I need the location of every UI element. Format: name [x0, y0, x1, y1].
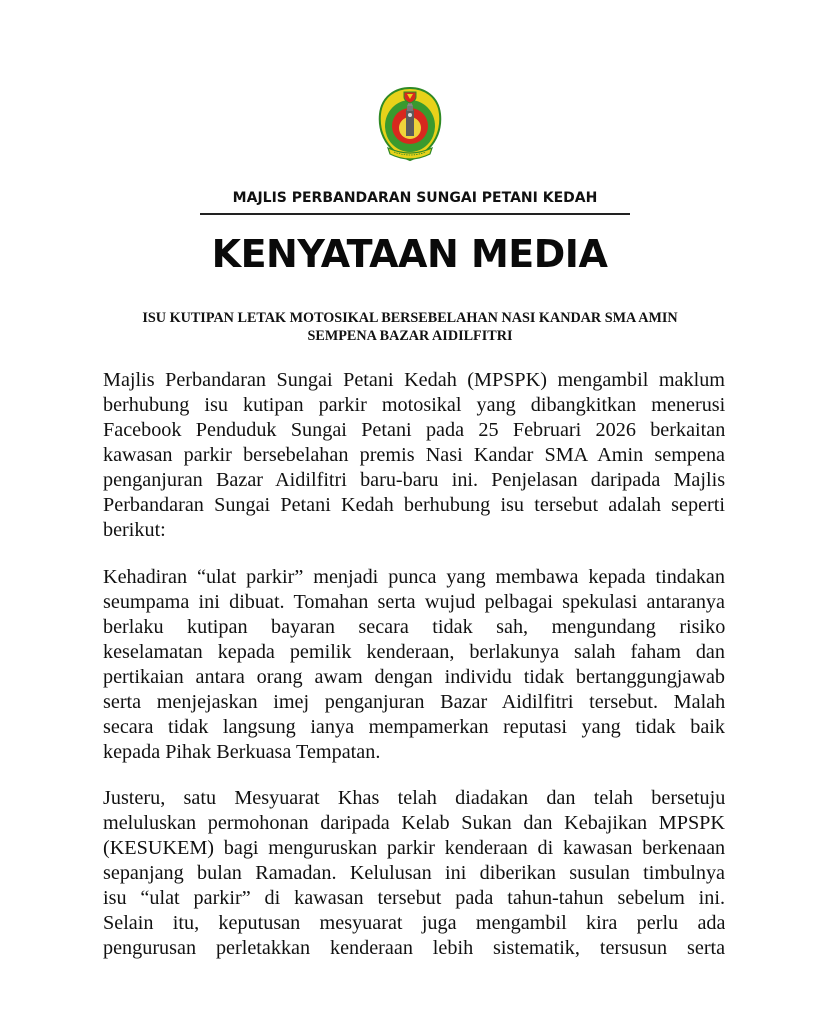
subject-line: SEMPENA BAZAR AIDILFITRI	[307, 328, 513, 344]
paragraph-line: pertikaian antara orang awam dengan individu tidak bertanggungjawab	[103, 666, 725, 688]
header-underline-divider	[200, 213, 630, 215]
paragraph-line: kawasan parkir bersebelahan premis Nasi Kandar SMA Amin sempena	[103, 444, 725, 466]
document-title: KENYATAAN MEDIA	[211, 232, 608, 276]
paragraph-line: berikut:	[103, 519, 166, 541]
body-paragraph-3	[103, 786, 725, 961]
paragraph-line: sepanjang bulan Ramadan. Kelulusan ini diberikan susulan timbulnya	[103, 862, 725, 884]
council-crest-logo	[376, 84, 444, 164]
organization-name: MAJLIS PERBANDARAN SUNGAI PETANI KEDAH	[232, 190, 598, 206]
paragraph-line: Justeru, satu Mesyuarat Khas telah diadakan dan telah bersetuju	[103, 787, 725, 809]
paragraph-line: isu “ulat parkir” di kawasan tersebut pada tahun-tahun sebelum ini.	[103, 887, 725, 909]
paragraph-line: seumpama ini dibuat. Tomahan serta wujud pelbagai spekulasi antaranya	[103, 591, 725, 613]
paragraph-line: berhubung isu kutipan parkir motosikal yang dibangkitkan menerusi	[103, 394, 725, 416]
paragraph-line: Perbandaran Sungai Petani Kedah berhubung isu tersebut adalah seperti	[103, 494, 725, 516]
paragraph-line: secara tidak langsung ianya mempamerkan reputasi yang tidak baik	[103, 716, 725, 738]
body-paragraph-2	[103, 565, 725, 765]
paragraph-line: serta menjejaskan imej penganjuran Bazar Aidilfitri tersebut. Malah	[103, 691, 725, 713]
paragraph-line: kepada Pihak Berkuasa Tempatan.	[103, 741, 381, 763]
paragraph-line: meluluskan permohonan daripada Kelab Sukan dan Kebajikan MPSPK	[103, 812, 725, 834]
body-paragraph-1	[103, 368, 725, 543]
paragraph-line: berlaku kutipan bayaran secara tidak sah, mengundang risiko	[103, 616, 725, 638]
paragraph-line: Majlis Perbandaran Sungai Petani Kedah (MPSPK) mengambil maklum	[103, 369, 725, 391]
paragraph-line: (KESUKEM) bagi menguruskan parkir kenderaan di kawasan berkenaan	[103, 837, 725, 859]
subject-line: ISU KUTIPAN LETAK MOTOSIKAL BERSEBELAHAN NASI KANDAR SMA AMIN	[142, 310, 678, 326]
paragraph-line: penganjuran Bazar Aidilfitri baru-baru ini. Penjelasan daripada Majlis	[103, 469, 725, 491]
paragraph-line: pengurusan perletakkan kenderaan lebih sistematik, tersusun serta	[103, 937, 725, 959]
paragraph-line: Kehadiran “ulat parkir” menjadi punca yang membawa kepada tindakan	[103, 566, 725, 588]
paragraph-line: Selain itu, keputusan mesyuarat juga mengambil kira perlu ada	[103, 912, 725, 934]
paragraph-line: keselamatan kepada pemilik kenderaan, berlakunya salah faham dan	[103, 641, 725, 663]
statement-subject	[95, 309, 725, 345]
paragraph-line: Facebook Penduduk Sungai Petani pada 25 Februari 2026 berkaitan	[103, 419, 725, 441]
